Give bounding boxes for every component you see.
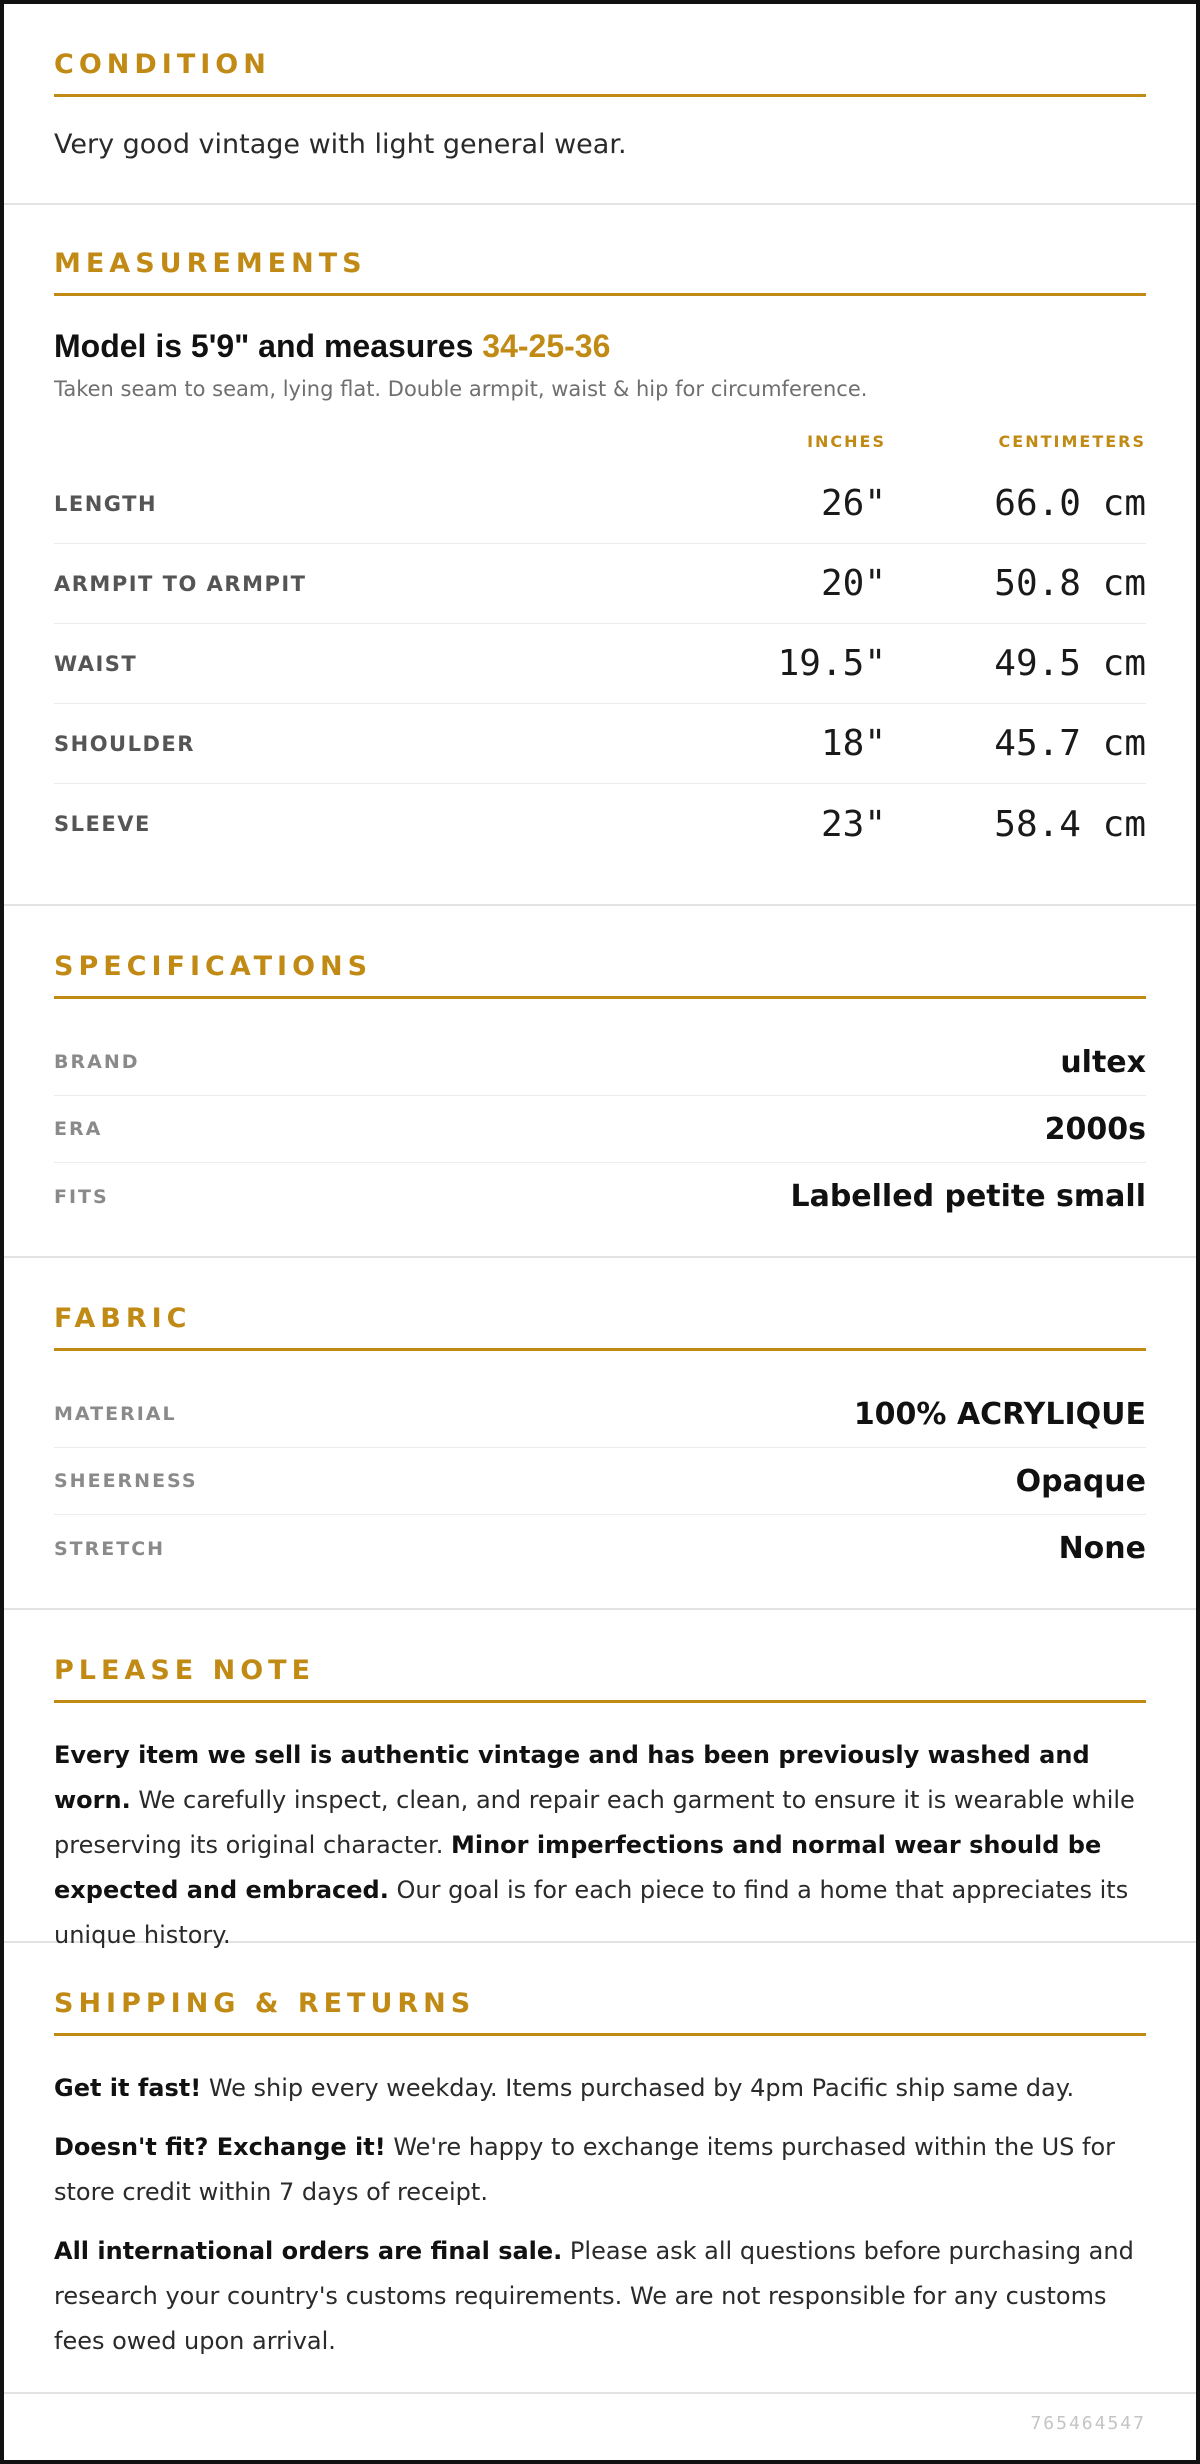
please-note-text-2: Our goal is for each piece to find a home that appreciates its unique history. — [54, 1876, 1129, 1949]
measurement-row-waist — [54, 624, 1146, 704]
spec-value: ultex — [1060, 1044, 1146, 1080]
model-prefix: Model is 5'9" and measures — [54, 328, 483, 364]
fabric-section — [4, 1258, 1196, 1610]
measurement-row-armpit — [54, 544, 1146, 624]
please-note-bold-1: Every item we sell is authentic vintage and has been previously washed and worn. — [54, 1741, 1090, 1814]
measurements-title: MEASUREMENTS — [54, 247, 1146, 296]
fabric-value: 100% ACRYLIQUE — [853, 1396, 1146, 1432]
measurement-table — [54, 464, 1146, 864]
fabric-key: MATERIAL — [54, 1403, 177, 1425]
condition-title: CONDITION — [54, 48, 1146, 97]
please-note-text-1: We carefully inspect, clean, and repair each garment to ensure it is wearable while preserving its original character. — [54, 1786, 1135, 1859]
measurement-label: LENGTH — [54, 491, 158, 516]
model-measures-value: 34-25-36 — [482, 328, 611, 364]
shipping-returns-section — [4, 1943, 1196, 2394]
fabric-key: SHEERNESS — [54, 1470, 198, 1492]
measurement-cm: 50.8 cm — [994, 563, 1146, 604]
condition-text: Very good vintage with light general wear. — [54, 129, 627, 160]
measurement-cm: 66.0 cm — [994, 483, 1146, 524]
fabric-key: STRETCH — [54, 1537, 166, 1560]
measurements-section — [4, 205, 1196, 906]
shipping-paragraph-3 — [54, 2229, 1146, 2364]
please-note-bold-2: Minor imperfections and normal wear should be expected and embraced. — [54, 1831, 1102, 1904]
measurement-cm: 58.4 cm — [994, 803, 1146, 845]
shipping-text-3: Please ask all questions before purchasing and research your country's customs requirements. We are not responsible for any customs fees owed upon arrival. — [54, 2237, 1134, 2355]
please-note-section — [4, 1610, 1196, 1949]
inches-column-header: INCHES — [807, 432, 886, 451]
measurement-table-header — [54, 432, 1146, 454]
fabric-row-material — [54, 1381, 1146, 1448]
spec-value: 2000s — [1044, 1111, 1146, 1147]
measurement-label: ARMPIT TO ARMPIT — [54, 571, 307, 596]
fabric-title: FABRIC — [54, 1302, 1146, 1351]
measurement-inches: 19.5" — [777, 643, 886, 684]
shipping-text-1: We ship every weekday. Items purchased by 4pm Pacific ship same day. — [201, 2074, 1075, 2102]
spec-key: BRAND — [54, 1051, 140, 1073]
condition-section — [4, 4, 1196, 205]
specifications-section — [4, 906, 1196, 1258]
measurement-cm: 45.7 cm — [994, 723, 1146, 764]
measurement-inches: 18" — [820, 723, 886, 764]
specifications-title: SPECIFICATIONS — [54, 950, 1146, 999]
model-measures-line — [54, 326, 1146, 366]
shipping-bold-1: Get it fast! — [54, 2074, 202, 2102]
shipping-text-2: We're happy to exchange items purchased within the US for store credit within 7 days of receipt. — [54, 2133, 1116, 2206]
fabric-value: Opaque — [1015, 1463, 1146, 1499]
measurement-note: Taken seam to seam, lying flat. Double armpit, waist & hip for circumference. — [54, 377, 868, 401]
shipping-bold-2: Doesn't fit? Exchange it! — [54, 2133, 386, 2161]
measurement-label: SLEEVE — [54, 812, 151, 836]
spec-value: Labelled petite small — [790, 1179, 1146, 1214]
measurement-inches: 20" — [820, 563, 886, 604]
please-note-text — [54, 1733, 1146, 1958]
shipping-bold-3: All international orders are final sale. — [54, 2237, 563, 2265]
spec-row-era — [54, 1096, 1146, 1163]
spec-key: FITS — [54, 1185, 109, 1208]
product-id: 765464547 — [1030, 2413, 1146, 2434]
measurement-row-length — [54, 464, 1146, 544]
measurement-inches: 26" — [820, 483, 886, 524]
shipping-paragraph-2 — [54, 2125, 1146, 2215]
spec-row-brand — [54, 1029, 1146, 1096]
fabric-row-stretch — [54, 1515, 1146, 1582]
measurement-row-sleeve — [54, 784, 1146, 864]
spec-key: ERA — [54, 1118, 103, 1140]
centimeters-column-header: CENTIMETERS — [998, 432, 1146, 451]
fabric-row-sheerness — [54, 1448, 1146, 1515]
please-note-title: PLEASE NOTE — [54, 1654, 1146, 1703]
measurement-inches: 23" — [820, 803, 886, 845]
measurement-row-shoulder — [54, 704, 1146, 784]
measurement-label: WAIST — [54, 651, 138, 676]
spec-row-fits — [54, 1163, 1146, 1230]
measurement-label: SHOULDER — [54, 731, 195, 756]
fabric-value: None — [1058, 1531, 1146, 1566]
shipping-title: SHIPPING & RETURNS — [54, 1987, 1146, 2036]
measurement-cm: 49.5 cm — [994, 643, 1146, 684]
shipping-paragraph-1 — [54, 2066, 1146, 2111]
